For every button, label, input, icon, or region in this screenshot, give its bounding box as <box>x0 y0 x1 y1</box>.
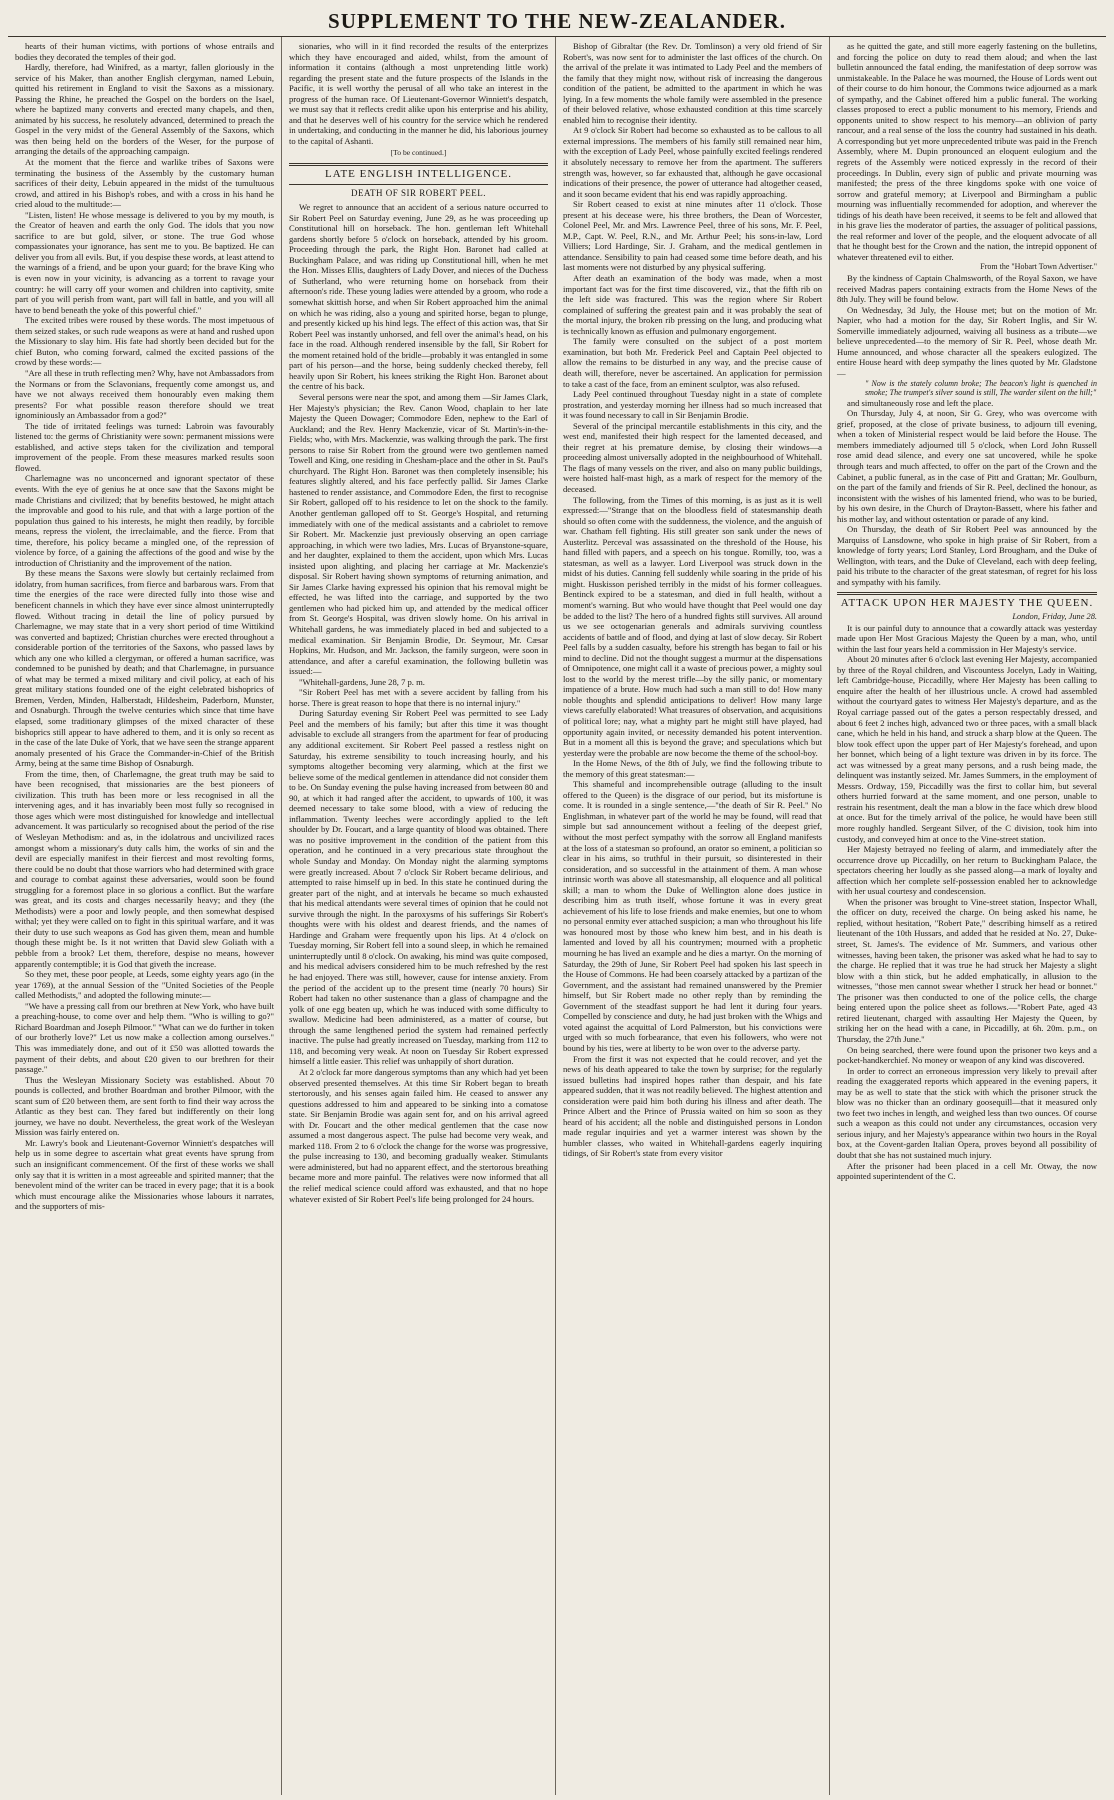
column-4 <box>830 37 1104 1795</box>
continuation-note: [To be continued.] <box>390 148 447 158</box>
paragraph: We regret to announce that an accident of a serious nature occurred to Sir Robert Peel on Saturday evening, June 29, as he was proceeding up Constitutional hill on horseback. The hon. gentleman left Whitehall gardens shortly before 5 o'clock on horseback, attended by his groom. Proceeding through the park, the Right Hon. Baronet had called at Buckingham Palace, and was riding up Constitutional hill, when he met the Hon. Misses Ellis, daughters of Lady Dover, and nieces of the Duchess of Sutherland, who were returning home on horseback from their afternoon's ride. These young ladies were attended by a groom, who rode a somewhat skittish horse, and when Sir Robert approached him the animal on which he was riding, also a young and spirited horse, began to plunge, and presently kicked up his hind legs. The effect of this action was, that Sir Robert Peel was instantly unhorsed, and fell over the animal's head, on his face in the road. Although rendered insensible by the fall, Sir Robert for the moment retained hold of the bridle—probably it was entangled in some part of his person—and the horse, being suddenly checked thereby, fell heavily upon Sir Robert, his knees striking the Right Hon. Baronet about the centre of his back. <box>289 202 548 392</box>
paragraph: It is our painful duty to announce that a cowardly attack was yesterday made upon Her Most Gracious Majesty the Queen by a man, who, until within the last four years held a commission in Her Majesty's service. <box>837 622 1097 654</box>
column-rule <box>289 184 548 185</box>
columns <box>8 37 1106 1795</box>
paragraph: After the prisoner had been placed in a cell Mr. Otway, the now appointed superintendent of the C. <box>837 1160 1097 1182</box>
column-3 <box>556 37 830 1795</box>
column-2 <box>282 37 556 1795</box>
paragraph: Sir Robert ceased to exist at nine minutes after 11 o'clock. Those present at his decease were, his three brothers, the Dean of Worcester, Colonel Peel, Mr. and Mrs. Lawrence Peel, three of his sons, Mr. F. Peel, M.P., Capt. W. Peel, R.N., and Mr. Arthur Peel; his sons-in-law, Lord Villiers; Lord Hardinge, Sir. J. Graham, and the medical gentlemen in attendance. Sensibility to pain had ceased some time before death, and his last moments were not disturbed by any physical suffering. <box>563 199 822 273</box>
masthead: SUPPLEMENT TO THE NEW-ZEALANDER. <box>8 6 1106 37</box>
paragraph: At 2 o'clock far more dangerous symptoms than any which had yet been observed presented themselves. At this time Sir Robert began to breath stertorously, and his senses again failed him. He ceased to answer any questions addressed to him and appeared to be sinking into a comatose state. Sir Benjamin Brodie was again sent for, and on his arrival agreed with Dr. Foucart and the other medical gentlemen that the case now assumed a most dangerous aspect. The pulse had become very weak, and marked 118. From 2 to 6 o'clock the change for the worse was progressive, the pulse increasing to 130, and becoming gradually weaker. Stimulants were administered, but had no apparent effect, and the stertorous breathing became more and more painful. The relatives were now informed that all the relief medical science could afford was exhausted, and that no hope whatever existed of Sir Robert Peel's life being prolonged for 24 hours. <box>289 1066 548 1204</box>
paragraph: On being searched, there were found upon the prisoner two keys and a pocket-handkerchief. No money or weapon of any kind was discovered. <box>837 1044 1097 1066</box>
paragraph: "Are all these in truth reflecting men? Why, have not Ambassadors from the Normans or from the Sclavonians, frequently come amongst us, and have we not always received them honourably even making them presents? For what possible reason therefore should we treat ignominiously an Ambassador from a god?" <box>15 367 274 421</box>
quoted-verse: " Now is the stately column broke; The beacon's light is quenched in smoke; The trumpet's silver sound is still, The warder silent on the hill;" <box>865 378 1097 398</box>
dateline: London, Friday, June 28. <box>1012 612 1097 622</box>
paragraph: By these means the Saxons were slowly but certainly reclaimed from idolatry, from human sacrifices, from fierce and barbarous wars. From that time the energies of the race were directed fully into those wise and beneficent channels in which they have ever since almost uninterruptedly flowed. Without tracing in detail the line of policy pursued by Charlemagne, we may state that in a very short period of time Wittikind was converted and baptized; Christian churches were erected throughout a considerable portion of the territories of the Saxons, who passed laws by which any one who killed a clergyman, or offered a human sacrifice, was condemned to be punished by death; and that Charlemagne, in pursuance of what may be termed a mixed military and civil policy, at each of his great military stations founded one of the eight celebrated bishoprics of Bremen, Verden, Minden, Halberstadt, Hildesheim, Paderborn, Munster, and Osnaburgh. Through the twelve centuries which since that time have elapsed, some traditionary glimpses of the mixed character of these bishoprics still appear to have adhered to them, and it is only so recent as in the case of the late Duke of York, that we have seen the strange apparent anomaly presented of his Grace the Commander-in-Chief of the British Army, being at the same time Bishop of Osnaburgh. <box>15 568 274 769</box>
article-subheading: DEATH OF SIR ROBERT PEEL. <box>350 187 487 198</box>
paragraph: as he quitted the gate, and still more eagerly fastening on the bulletins, and forcing the police on duty to read them aloud; and when the last bulletin announced the fatal ending, the manifestation of deep sorrow was unmistakeable. In the Palace he was mourned, the House of Lords went out of their course to do him honour, the Commons twice adjourned as a mark of sympathy, and the Cabinet offered him a public funeral. The working classes proposed to erect a public monument to his memory, Friends and opponents united to show respect to his memory—an oblivion of party rancour, and a real sense of the loss the country had sustained in his death. A corresponding but yet more unprecedented tribute was paid in the French Assembly, where M. Dupin pronounced an eloquent eulogium and the regrets of the Assembly were noticed expressly in the record of their proceedings. In Dublin, every sign of public and private mourning was manifested; the press of the three kingdoms spoke with one voice of sorrow and grateful memory; at Liverpool and Birmingham a public mourning was influentially recommended for adoption, and wherever the tidings of his death have been received, it seems to be felt and allowed that in his grave lies the moderator of parties, the assuager of political passions, the real reformer and lover of the people, and the eloquent advocate of all that he thought best for the Crown and the nation, the intrepid opponent of whatever threatened evil to either. <box>837 41 1097 262</box>
paragraph: "Sir Robert Peel has met with a severe accident by falling from his horse. There is great reason to hope that there is no internal injury." <box>289 687 548 708</box>
paragraph: hearts of their human victims, with portions of whose entrails and bodies they decorated the temples of their god. <box>15 41 274 62</box>
paragraph: This shameful and incomprehensible outrage (alluding to the insult offered to the Queen) is the disgrace of our period, but its misfortune is come. It is rounded in a single sentence,—"the death of Sir R. Peel." No Englishman, in whatever part of the world he may be found, will read that simple but sad announcement without a feeling of the deepest grief, without the most perfect sympathy with the sorrow all England manifests at the loss of a statesman so profound, an orator so eminent, a politician so clear in his aims, so truthful in their pursuit, so disinterested in their consideration, and so successful in the attainment of them. A man whose intrinsic worth was above all statesmanship, all eloquence and all political skill; a man to whom the Duke of Wellington alone does justice in describing him as truth itself, whose fortune it was in every great achievement of his life to lose friends and make enemies, but one to whom no personal enmity ever attached suspicion; a man who throughout his life was honoured most by those who knew him best, and in his death is lamented and loved by all his countrymen; mourned with a prophetic mourning he has lived an example and he dies a martyr. On the morning of Saturday, the 29th of June, Sir Robert Peel had spoken his last speech in the House of Commons. He had been coarsely attacked by a partizan of the Government, and the assistant had remained unanswered by the Premier himself, but Sir Robert made no other reply than by reminding the Government of the steadfast support he had lent it during four years. Compelled by conscience and duty, he had just broken with the Whigs and voted against the acquittal of Lord Palmerston, but his convictions were urged with so much forbearance, that even his followers, who were not bound by his ties, were at liberty to be won over to the adverse party. <box>563 779 822 1053</box>
paragraph: So they met, these poor people, at Leeds, some eighty years ago (in the year 1769), at the annual Session of the "United Societies of the People called Methodists," and adopted the following minute:— <box>15 969 274 1001</box>
paragraph: When the prisoner was brought to Vine-street station, Inspector Whall, the officer on duty, received the charge. On being asked his name, he replied, without hesitation, "Robert Pate," describing himself as a retired lieutenant of the 10th Hussars, and added that he resided at No. 27, Duke-street, St. James's. The evidence of Mr. Summers, and various other witnesses, having been taken, the prisoner was asked what he had to say to the charge. He replied that it was true he had struck her Majesty a slight blow with a thin stick, but he added emphatically, in allusion to the witnesses, "those men cannot swear whether I struck her head or bonnet." The prisoner was then conducted to one of the police cells, the charge being entered upon the police sheet as follows.—"Robert Pate, aged 43 retired lieutenant, charged with assaulting Her Majesty the Queen, by striking her on the head with a cane, in Piccadilly, at 6h. 20m. p.m., on Thursday, the 27th June." <box>837 896 1097 1044</box>
paragraph: Several persons were near the spot, and among them —Sir James Clark, Her Majesty's physician; the Rev. Canon Wood, chaplain to her late Majesty the Queen Dowager; Commodore Eden, nephew to the Earl of Auckland; and the Rev. Henry Mackenzie, vicar of St. Martin's-in-the-Fields; who, with Mrs. Mackenzie, was walking through the park. The first persons to raise Sir Robert from the ground were two gentlemen named Towell and King, one residing in Chesham-place and the other in St. Paul's churchyard. The Right Hon. Baronet was then completely insensible; his features slightly altered, and his face perfectly pallid. Sir James Clarke hastened to render assistance, and Commodore Eden, the first to recognise Sir Robert, galloped off to his residence to let on the shock to the family. Another gentleman galloped off to St. George's Hospital, and returning immediately with one of the medical assistants and a cabriolet to remove Sir Robert. Mr. Mackenzie just previously observing an open carriage approaching, in which were two ladies, Mrs. Lucas of Bryanstone-square, and her daughter, explained to them the accident, upon which Mrs. Lucas insisted upon alighting, and placing her carriage at Mr. Mackenzie's disposal. Sir Robert having shown symptoms of returning animation, and Sir James Clarke having expressed his opinion that his removal might be effected, he was lifted into the carriage, and supported by the two gentlemen who had picked him up, and attended by the medical officer from St. George's Hospital, was driven slowly home. On his arrival in Whitehall gardens, he was immediately placed in bed and subjected to a medical examination. Sir Benjamin Brodie, Dr. Seymour, Mr. Cæsar Hopkins, Mr. Hudson, and Mr. Jackson, the family surgeon, were soon in attendance, and after a careful examination, the following bulletin was issued:— <box>289 391 548 677</box>
paragraph: Her Majesty betrayed no feeling of alarm, and immediately after the occurrence drove up Piccadilly, on her return to Buckingham Palace, the spectators cheering her loudly as she passed along—a mark of loyalty and affection which her complete self-possession enabled her to acknowledge with her usual courtesy and condescension. <box>837 844 1097 897</box>
section-divider <box>289 163 548 166</box>
paragraph: The tide of irritated feelings was turned: Labroin was favourably listened to: the germs of Christianity were sown: permanent missions were established, and active steps taken for the civilization and temporal improvement of the people. From these measures marked results soon flowed. <box>15 420 274 473</box>
paragraph: In order to correct an erroneous impression very likely to prevail after reading the exaggerated reports which appeared in the evening papers, it may be as well to state that the stick with which the prisoner struck the blow was no thicker than an ordinary goosequill—that it measured only two feet two inches in length, and weighed less than two ounces. Of course such a weapon as this could not under any circumstances, occasion very serious injury, and her Majesty's appearance within two hours in the Royal box, at the Covent-garden Italian Opera, proves beyond all possibility of doubt that she has not sustained much injury. <box>837 1065 1097 1160</box>
paragraph: At the moment that the fierce and warlike tribes of Saxons were terminating the business of the Assembly by the customary human sacrifices of their deity, Lebuin appeared in the midst of the tumultuous crowd, and attired in his Bishop's robes, and with a cross in his hand he cried aloud to the multitude:— <box>15 157 274 210</box>
paragraph: About 20 minutes after 6 o'clock last evening Her Majesty, accompanied by three of the Royal children, and Viscountess Jocelyn, Lady in Waiting, left Cambridge-house, Piccadilly, where Her Majesty has been calling to enquire after the health of her illustrious uncle. A crowd had assembled without the courtyard gates to witness Her Majesty's departure, and as the Royal carriage passed out of the gates a person respectably dressed, and about 6 feet 2 inches high, advanced two or three paces, with a small black cane, which he held in his hand, and struck a sharp blow at the Queen. The blow took effect upon the upper part of Her Majesty's forehead, and upon her bonnet, which being of a light texture was driven in by its force. The act was witnessed by a great many persons, and a rush being made, the delinquent was instantly seized. Mr. James Summers, in the employment of Messrs. Ordway, 159, Piccadilly was the first to collar him, but several others hurried forward at the same moment, and one person, unable to restrain his resentment, dealt the man a blow in the face which drew blood at once. But for the timely arrival of the police, he would have been still more roughly handled. Sergeant Silver, of the C division, took him into custody, and conveyed him at once to the Vine-street station. <box>837 654 1097 844</box>
paragraph: Thus the Wesleyan Missionary Society was established. About 70 pounds is collected, and brother Boardman and brother Pilmoor, with the scant sum of £20 between them, are sent forth to find their way across the Atlantic as they best can. They fared but indifferently on their long journey, we have no doubt. Nevertheless, the great work of the Wesleyan Mission was fairly entered on. <box>15 1074 274 1138</box>
paragraph: In the Home News, of the 8th of July, we find the following tribute to the memory of this great statesman:— <box>563 758 822 779</box>
paragraph: "We have a pressing call from our brethren at New York, who have built a preaching-house, to come over and help them. "Who is willing to go?" Richard Boardman and Joseph Pilmoor." "What can we do further in token of our brotherly love?" Let us now make a collection among ourselves." This was immediately done, and out of it £50 was allotted towards the payment of their debts, and about £20 given to our brethren for their passage." <box>15 1000 274 1075</box>
paragraph: "Listen, listen! He whose message is delivered to you by my mouth, is the Creator of heaven and earth the only God. The idols that you now sacrifice to are but gold, silver, or stone. The true God whose compassionates your ignorance, has sent me to you. Be baptized. He can deliver you from all evils. But, if you despise these words, at least attend to the warnings of a friend, and be upon your guard; for the brave King who is even now in your vicinity, is advancing as a torrent to ravage your country: he will carry off your women and children into captivity, smite part of you will perish from want, part will fall in battle, and you will all have to bend beneath the yoke of this powerful chief." <box>15 209 274 315</box>
paragraph: During Saturday evening Sir Robert Peel was permitted to see Lady Peel and the members of his family; but after this time it was thought advisable to exclude all strangers from the apartment for fear of producing any additional excitement. Sir Robert Peel passed a restless night on Saturday, his extreme sensibility to touch increasing hourly, and his symptoms altogether becoming very alarming, which at the first we believe some of the medical gentlemen in attendance did not consider them to be. On Sunday evening the pulse having increased from between 80 and 90, at which it had ranged after the accident, to upwards of 100, it was deemed necessary to take some blood, with a view of reducing the inflammation. Twenty leeches were accordingly applied to the left shoulder by Dr. Foucart, and a large quantity of blood was obtained. There was no positive improvement in the condition of the patient from this operation, and he continued in a very precarious state throughout the whole Sunday and Monday. On Monday night the alarming symptoms were greatly increased. About 7 o'clock Sir Robert became delirious, and attempted to raise himself up in bed. In this state he continued during the greater part of the night, and at intervals he became so much exhausted that his medical attendants were several times of opinion that he could not survive through the night. In the paroxysms of his sufferings Sir Robert's thoughts were with his oldest and dearest friends, and the names of Hardinge and Graham were frequently upon his lips. At 4 o'clock on Tuesday morning, Sir Robert fell into a sound sleep, in which he remained uninterruptedly until 8 o'clock. On awaking, his mind was quite composed, and his medical advisers considered him to be much refreshed by the rest he had enjoyed. There was still, however, cause for intense anxiety. From the period of the accident up to the present time (nearly 70 hours) Sir Robert had taken no other sustenance than a glass of champagne and the yolk of one egg beaten up, which he was induced with some difficulty to swallow. Medicine had been administered, as a matter of course, but through the same lengthened period the system had remained perfectly inactive. The pulse had greatly increased on Tuesday, marking from 112 to 118, and becoming very weak. At noon on Tuesday Sir Robert expressed himself a little easier. This relief was unhappily of short duration. <box>289 708 548 1067</box>
article-headline: LATE ENGLISH INTELLIGENCE. <box>325 168 512 181</box>
paragraph: "Whitehall-gardens, June 28, 7 p. m. <box>299 676 425 687</box>
paragraph: Mr. Lawry's book and Lieutenant-Governor Winniett's despatches will help us in some degree to ascertain what great events have sprung from such an insignificant commencement. Of the first of these works we shall only say that it is written in a most agreeable and spirited manner; that the benevolent mind of the writer can be traced in every page; that it is a book which must encourage alike the Missionaries whose labours it narrates, and the supporters of mis- <box>15 1137 274 1212</box>
article-headline: ATTACK UPON HER MAJESTY THE QUEEN. <box>840 596 1094 609</box>
paragraph: At 9 o'clock Sir Robert had become so exhausted as to be callous to all external impressions. The members of his family still remained near him, with the exception of Lady Peel, whose painfully excited feelings rendered it absolutely necessary to remove her from the apartment. The sufferers strength was, however, so far exhausted that, although he gave occasional indications of their presence, the power of utterance had altogether ceased, and it soon became evident that his end was rapidly approaching. <box>563 125 822 199</box>
paragraph: Lady Peel continued throughout Tuesday night in a state of complete prostration, and yesterday morning her illness had so much increased that it was found necessary to call in Sir Benjamin Brodie. <box>563 389 822 421</box>
paragraph: From the time, then, of Charlemagne, the great truth may be said to have been recognised, that missionaries are the best pioneers of civilization. This truth has been more or less recognised in all the intervening ages, and it has invariably been most fully so recognised in those ages which were most distinguished for knowledge and intellectual advancement. It was particularly so recognised about the period of the rise of Wesleyan Methodism: and as, in the idolatrous and uncivilized races amongst whom a missionary's duty calls him, the works of sin and the devil are especially manifest in their fiercest and most revolting forms, there could be no doubt that those warriors who had determined with grace and courage to combat against these adversaries, would soon be found struggling for a foremost place in so glorious a conflict. But the warfare was great, and its costs and charges necessarily heavy; and they (the Methodists) were a poor and lowly people, and then somewhat despised withal; yet they were called on to fight in this spiritual warfare, and it was their duty to use such weapons as God has given them, mean and humble though these might be. Is it not written that David slew Goliath with a pebble from a brook? Let them, therefore, despise no means, however apparently contemptible; it is God that giveth the increase. <box>15 768 274 969</box>
paragraph: sionaries, who will in it find recorded the results of the enterprizes which they have encouraged and aided, whilst, from the amount of information it contains (although a most unpretending little work) regarding the present state and the future prospects of the Islands in the Pacific, it is well worthy the perusal of all who take an interest in the progress of the human race. Of Lieutenant-Governor Winniett's despatch, we must say that it reflects credit alike upon his enterprise and his ability, and that he deserves well of his country for the service which he rendered in undertaking, and conducting in the manner he did, his laborious journey to the capital of Ashanti. <box>289 41 548 146</box>
paragraph: The family were consulted on the subject of a post mortem examination, but both Mr. Frederick Peel and Captain Peel objected to allow the remains to be disturbed in any way, and the precise cause of death will, therefore, never be ascertained. An application for permission to take a cast of the face, from an eminent sculptor, was also refused. <box>563 336 822 389</box>
paragraph: On Wednesday, 3d July, the House met; but on the motion of Mr. Napier, who had a motion for the day, Sir Robert Inglis, and Sir W. Somerville immediately adjourned, waiving all business as a tribute—we believe unprecedented—to the memory of Sir R. Peel, whose death Mr. Hume announced, and whose character all the speakers eulogized. The entire House heard with deep sympathy the lines quoted by Mr. Gladstone— <box>837 304 1097 378</box>
paragraph: and simultaneously rose and left the place. <box>847 397 994 408</box>
paragraph: On Thursday, July 4, at noon, Sir G. Grey, who was overcome with grief, proposed, at the close of private business, to adjourn till evening, when a token of Ministerial respect would be laid before the House. The members immediately adjourned till 5 o'clock, when Lord John Russell rose amid dead silence, and every one sat uncovered, while he spoke through tears and much affected, to offer on the part of the Crown and the Cabinet, a public funeral, as in the case of Pitt and Grattan; Mr. Goulburn, on the part of the family and friends of Sir R. Peel, declined the honour, as inconsistent with the wishes of his lamented friend, who was to be buried, by his own desire, in the Church of Drayton-Bassett, where his father and his mother lay, and without ostentation or parade of any kind. <box>837 408 1097 524</box>
column-1 <box>8 37 282 1795</box>
source-credit: From the "Hobart Town Advertiser." <box>980 262 1097 272</box>
paragraph: From the first it was not expected that he could recover, and yet the news of his death appeared to take the town by surprise; for the regularly issued bulletins had inspired hopes rather than despair, and his fate appeared sudden, that it was not readily believed. The highest attention and consideration were paid him both during his illness and after death. The Prince Albert and the Prince of Prussia waited on him so soon as they heard of his accident; all the noble and distinguished persons in London made regular inquiries and yet a warmer interest was shown by the humbler classes, who waited in Whitehall-gardens eagerly inquiring tidings, of Sir Robert's state from every visitor <box>563 1053 822 1159</box>
paragraph: The following, from the Times of this morning, is as just as it is well expressed:—"Strange that on the bloodless field of statesmanship death should so often come with the suddenness, the violence, and the anguish of war. Chatham fell fighting. His still greater son sank under the news of Austerlitz. Perceval was assassinated on the threshold of the House, his hand filled with papers, and a speech on his tongue. Romilly, too, was a statesman, as well as a lawyer. Lord Liverpool was struck down in the midst of his duties. Canning fell suddenly while soaring in the pride of his might. Huskisson perished terribly in the midst of his former colleagues. Bentinck expired to be a statesman, and died in full health, without a moment's warning. But who would have thought that Peel would one day be added to the list? The hero of a hundred fights still survives. All around us we see octogenarian generals and admirals surviving countless accidents of battle and of flood, and dying at last of slow decay. Sir Robert Peel falls by a sudden casualty, before his strength has began to fail or his mind to decline. Did not the thought suggest a murmur at the dispensations of Omnipotence, one might call it a waste of precious power, a mighty soul lost to the world by the merest trifle—by the silly panic, or momentary impatience of a brute. How much had such a man still to do! How many noble thoughts and splendid anticipations to deliver! How many large views carefully elaborated! What treasures of observation, and acquisitions of political lore; nay, what a mighty part he might still have played, had opportunity again invited, or necessity demanded his potent intervention. But in a moment all this is beyond the grave; and speculations which but yesterday were the probable are now become the theme of the school-boy. <box>563 494 822 758</box>
paragraph: After death an examination of the body was made, when a most important fact was for the first time discovered, viz., that the fifth rib on the left side was fractured. This was the region where Sir Robert complained of suffering the greatest pain and it was probably the seat of the mortal injury, the broken rib pressing on the lung, and producing what is technically known as effusion and pulmonary engorgement. <box>563 273 822 336</box>
section-divider <box>837 592 1097 595</box>
paragraph: By the kindness of Captain Chalmsworth, of the Royal Saxon, we have received Madras papers containing extracts from the Home News of the 8th July. They will be found below. <box>837 273 1097 305</box>
paragraph: The excited tribes were roused by these words. The most impetuous of them seized stakes, or such rude weapons as were at hand and rushed upon the Missionary to slay him. His fate had shortly been decided but for the chief Buton, who coming forward, calmed the excited passions of the crowd by these words:— <box>15 315 274 368</box>
paragraph: On Thursday, the death of Sir Robert Peel was announced by the Marquiss of Lansdowne, who spoke in high praise of Sir Robert, from a knowledge of forty years; Lord Stanley, Lord Brougham, and the Duke of Wellington, with tears, and the Duke of Cleveland, each with deep feeling, paid his tribute to the character of the great statesman, of regret for his loss and sympathy with his family. <box>837 524 1097 587</box>
paragraph: Hardly, therefore, had Winifred, as a martyr, fallen gloriously in the service of his Maker, than another English clergyman, named Lebuin, quitted his retirement in England to visit the Saxons as a missionary. Passing the Rhine, he preached the Gospel on the borders on the Isael, where he baptized many converts and erected many chapels, and then, animated by his success, he resolutely advanced, determined to preach the Gospel in the very midst of the General Assembly of the Saxons, which was then being held on the borders of the Weser, for the purpose of arranging the details of the approaching campaign. <box>15 62 274 157</box>
paragraph: Bishop of Gibraltar (the Rev. Dr. Tomlinson) a very old friend of Sir Robert's, was now sent for to administer the last offices of the church. On the arrival of the prelate it was intimated to Lady Peel and the members of the family that they might now, without risk of increasing the dangerous condition of the patient, be admitted to the apartment in which he was lying. In a few moments the whole family were assembled in the presence of their beloved relative, whose exhausted condition at this time scarcely enabled him to recognise their identity. <box>563 41 822 125</box>
paragraph: Several of the principal mercantile establishments in this city, and the west end, manifested their high respect for the lamented deceased, and their regret at his premature demise, by closing their windows—a proceeding almost universally adopted in the neighbourhood of Whitehall. The flags of many vessels on the river, and also on many public buildings, were hoisted half-mast high, as a mark of respect for the memory of the deceased. <box>563 420 822 494</box>
paragraph: Charlemagne was no unconcerned and ignorant spectator of these events. With the eye of genius he at once saw that the Saxons might be made Christians and civilized; that by benefits bestowed, he might attach the improvable and good to his rule, and that with a large portion of the population thus gained to his interests, he might then readily, by forcible means, repress the violent, the irreclaimable, and the fierce. From that time, therefore, his policy became a mingled one, of the repression of violence by force, of a gaining the affections of the good and wise by the introduction of Christianity and the improvement of the nation. <box>15 473 274 568</box>
